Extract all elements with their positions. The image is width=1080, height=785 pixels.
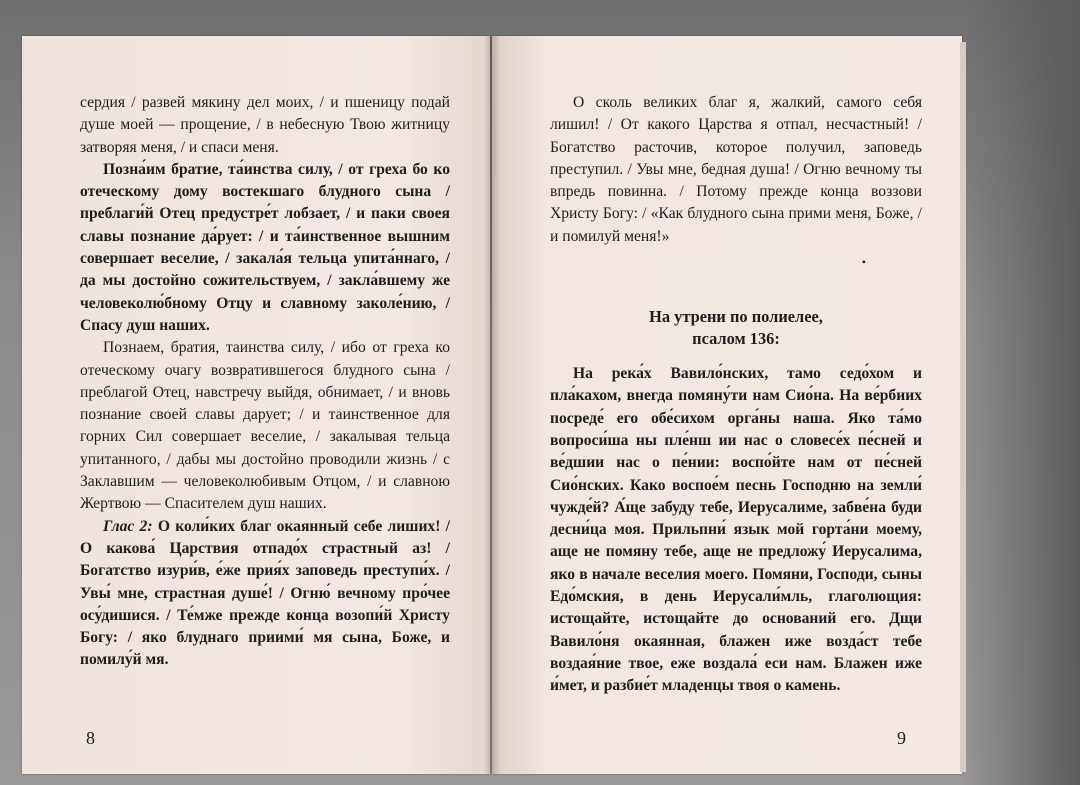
book-gutter: [484, 36, 500, 774]
left-para-4-text: О коли́ких благ окаянный себе лиших! / О какова́ Царствия отпадо́х страстный аз! / Богатство изури́в, е́же прия́х заповедь преступи́х. / Увы́ мне, страстная душе́! / Огню́ вечному про́чее осу́дишися. / Те́мже прежде конца возопи́й Христу Богу: / яко блуднаго приими́ мя сына, Боже, и помилу́й мя.: [80, 517, 451, 669]
open-book: [22, 36, 962, 776]
left-para-4: [80, 516, 450, 672]
left-page: [22, 36, 490, 774]
left-para-3: Познаем, братия, таинства силу, / ибо от греха ко отеческому очагу возвратившегося блудного сына / преблагой Отец, навстречу выйдя, обнимает, / и вновь познание своей славы дарует; / и таинственное для горних Сил совершает веселие, / закалывая тельца упитанного, / дабы мы достойно проводили жизнь / с Заклавшим — человеколюбивым Отцом, / и славною Жертвою — Спасителем душ наших.: [80, 339, 450, 513]
section-heading: [550, 306, 922, 350]
page-edge: [960, 42, 966, 772]
right-para-1: О сколь великих благ я, жалкий, самого себя лишил! / От какого Царства я отпал, несчастный! / Богатство расточив, которое получил, заповедь преступил. / Увы мне, бедная душа! / Огню вечному ты впредь повинна. / Потому прежде конца воззови Христу Богу: / «Как блудного сына прими меня, Боже, / и помилуй меня!»: [550, 94, 922, 245]
heading-line-2: псалом 136:: [692, 329, 780, 349]
heading-line-1: На утрени по полиелее,: [649, 307, 823, 327]
left-page-text: [80, 92, 450, 672]
left-para-1: сердия / развей мякину дел моих, / и пшеницу подай душе моей — прощение, / в небесную Твою житницу затворяя меня, / и спаси меня.: [80, 94, 450, 156]
page-number-right: 9: [897, 728, 906, 748]
glas-label: Глас 2:: [103, 517, 153, 535]
right-page-text: [550, 92, 922, 698]
page-number-left: 8: [86, 728, 95, 748]
star-mark: •: [861, 255, 866, 270]
scan-shadow: [960, 0, 1080, 785]
left-para-2: Позна́им братие, та́инства силу, / от греха бо ко отеческому дому востекшаго блудного сына / преблаги́й Отец предустре́т лобзает, / и паки своея славы познание да́рует: / и та́инственное вышним совершает веселие, / закала́я тельца упита́ннаго, / да мы достойно сожительствуем, / закла́вшему же человеколю́бному Отцу и славному заколе́нию, / Спасу душ наших.: [80, 160, 450, 334]
right-page: [492, 36, 962, 774]
psalm-text: На река́х Вавило́нских, тамо седо́хом и пла́кахом, внегда помяну́ти нам Сио́на. На ве́рбиих посреде́ его обе́сихом орга́ны наша. Яко та́мо вопроси́ша ны пле́нш ии нас о словесе́х пе́сней и ве́дшии нас о пе́нии: воспо́йте нам от пе́сней Сио́нских. Како воспое́м песнь Господню на земли́ чужде́й? А́ще забуду тебе, Иерусалиме, забве́на буди десни́ца моя. Прильпни́ язык мой горта́ни моему, аще не помяну тебе, аще не предложу́ Иерусалима, яко в начале веселия моего. Помяни, Господи, сыны Едо́мския, в день Иерусали́мль, глаголющия: истощайте, истощайте до оснований его. Дщи Вавило́ня окаянная, блажен иже возда́ст тебе воздая́ние твое, еже воздала́ еси нам. Блажен иже и́мет, и разбие́т младенцы твоя о камень.: [550, 365, 922, 695]
